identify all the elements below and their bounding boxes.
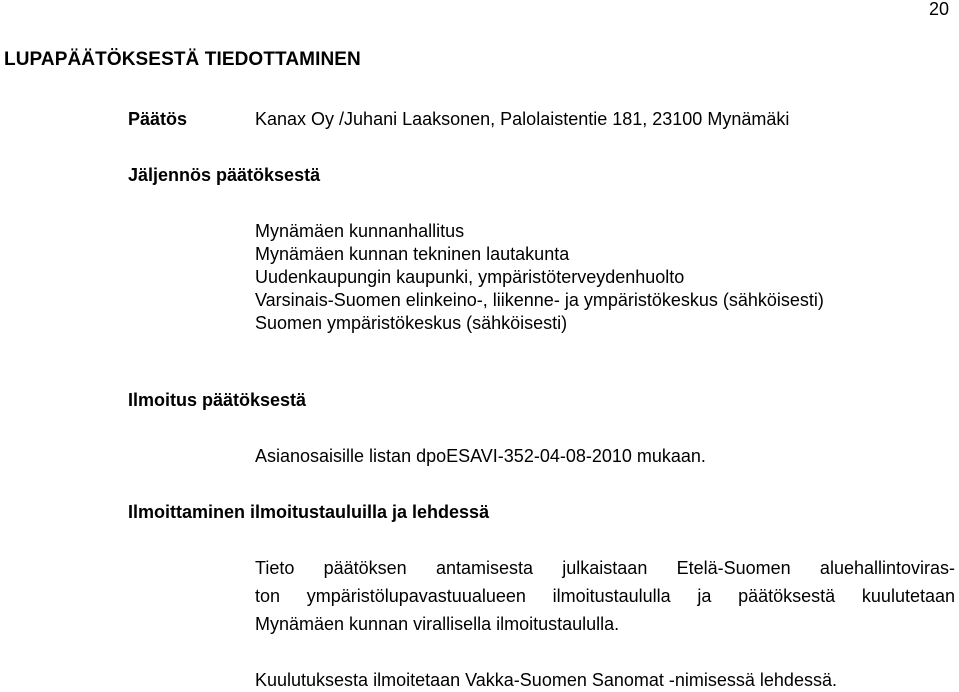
notice-heading: Ilmoitus päätöksestä: [128, 390, 307, 410]
newspaper-text: Kuulutuksesta ilmoitetaan Vakka-Suomen Sanomat -nimisessä lehdessä.: [255, 670, 837, 690]
decision-value: Kanax Oy /Juhani Laaksonen, Palolaistentie 181, 23100 Mynämäki: [255, 109, 790, 129]
notice-text: Asianosaisille listan dpoESAVI-352-04-08-2010 mukaan.: [255, 446, 706, 466]
recipient-item: Mynämäen kunnanhallitus: [255, 221, 465, 241]
recipient-item: Varsinais-Suomen elinkeino-, liikenne- ja ympäristökeskus (sähköisesti): [255, 290, 824, 310]
recipient-item: Suomen ympäristökeskus (sähköisesti): [255, 313, 568, 333]
recipient-list: [255, 219, 824, 334]
decision-label: Päätös: [128, 109, 188, 129]
recipient-item: Uudenkaupungin kaupunki, ympäristöterveydenhuolto: [255, 267, 685, 287]
publication-paragraph: [255, 556, 955, 640]
paragraph-line: Tieto päätöksen antamisesta julkaistaan Etelä-Suomen aluehallintoviras-: [255, 558, 955, 578]
page-title: LUPAPÄÄTÖKSESTÄ TIEDOTTAMINEN: [4, 49, 361, 70]
copy-heading: Jäljennös päätöksestä: [128, 165, 321, 185]
recipient-item: Mynämäen kunnan tekninen lautakunta: [255, 244, 570, 264]
page-number: 20: [928, 0, 949, 19]
paragraph-line: ton ympäristölupavastuualueen ilmoitustaululla ja päätöksestä kuulutetaan: [255, 586, 955, 606]
paragraph-line: Mynämäen kunnan virallisella ilmoitustaululla.: [255, 614, 620, 634]
publication-heading: Ilmoittaminen ilmoitustauluilla ja lehdessä: [128, 502, 490, 522]
